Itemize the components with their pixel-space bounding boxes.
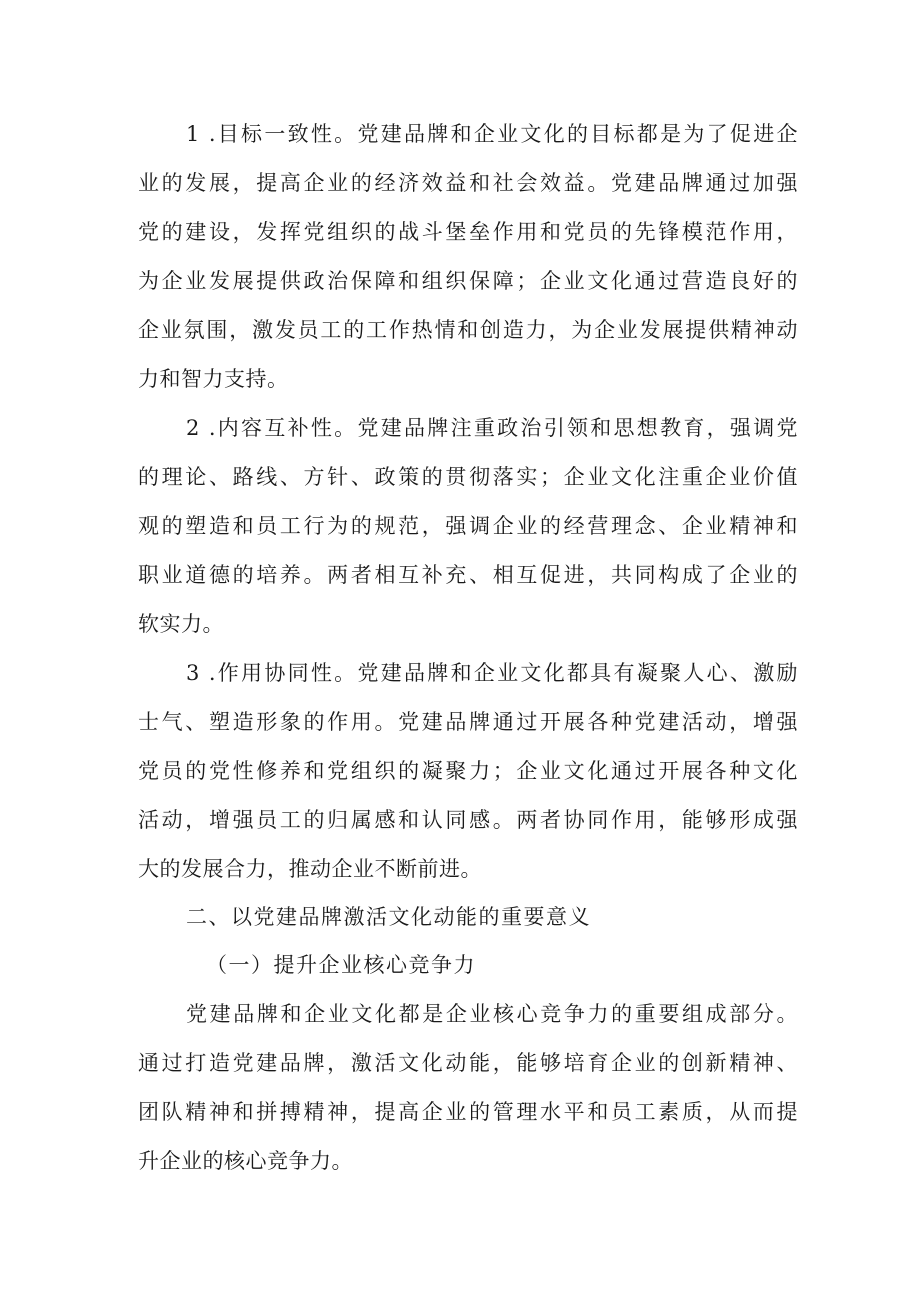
paragraph-line: 职业道德的培养。两者相互补充、相互促进，共同构成了企业的: [138, 563, 798, 587]
paragraph-line: 企业氛围，激发员工的工作热情和创造力，为企业发展提供精神动: [138, 318, 798, 342]
paragraph-line: 3 .作用协同性。党建品牌和企业文化都具有凝聚人心、激励: [186, 661, 798, 685]
paragraph-line: 业的发展，提高企业的经济效益和社会效益。党建品牌通过加强: [138, 171, 798, 195]
paragraph-line: 党的建设，发挥党组织的战斗堡垒作用和党员的先锋模范作用，: [138, 220, 798, 244]
paragraph-line: 观的塑造和员工行为的规范，强调企业的经营理念、企业精神和: [138, 514, 798, 538]
paragraph-line: 团队精神和拼搏精神，提高企业的管理水平和员工素质，从而提: [138, 1100, 798, 1124]
paragraph-line: 党建品牌和企业文化都是企业核心竞争力的重要组成部分。: [186, 1002, 798, 1026]
paragraph-line: 的理论、路线、方针、政策的贯彻落实；企业文化注重企业价值: [138, 465, 798, 489]
section-heading: 二、以党建品牌激活文化动能的重要意义: [186, 905, 591, 929]
paragraph-line: 力和智力支持。: [138, 367, 289, 391]
paragraph-line: 党员的党性修养和党组织的凝聚力；企业文化通过开展各种文化: [138, 759, 798, 783]
paragraph-line: 通过打造党建品牌，激活文化动能，能够培育企业的创新精神、: [138, 1051, 798, 1075]
paragraph-line: 为企业发展提供政治保障和组织保障；企业文化通过营造良好的: [138, 269, 798, 293]
paragraph-line: 大的发展合力，推动企业不断前进。: [138, 857, 482, 881]
paragraph-line: 升企业的核心竞争力。: [138, 1149, 353, 1173]
subsection-heading: （一）提升企业核心竞争力: [206, 953, 476, 977]
paragraph-line: 软实力。: [138, 612, 224, 636]
paragraph-line: 2 .内容互补性。党建品牌注重政治引领和思想教育，强调党: [186, 416, 798, 440]
paragraph-line: 1 .目标一致性。党建品牌和企业文化的目标都是为了促进企: [186, 122, 798, 146]
paragraph-line: 士气、塑造形象的作用。党建品牌通过开展各种党建活动，增强: [138, 710, 798, 734]
paragraph-line: 活动，增强员工的归属感和认同感。两者协同作用，能够形成强: [138, 808, 798, 832]
